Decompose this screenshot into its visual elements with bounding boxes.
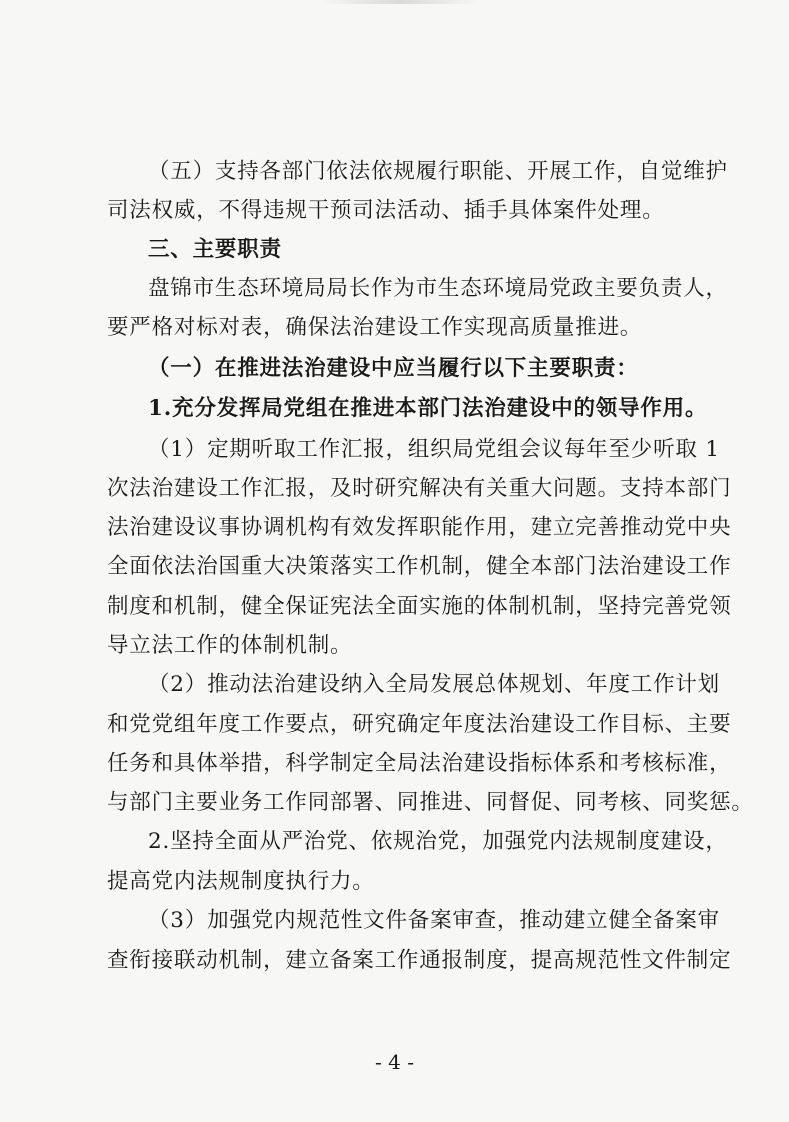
paragraph-line: 任务和具体举措，科学制定全局法治建设指标体系和考核标准， — [107, 751, 732, 776]
subsection-heading: （一）在推进法治建设中应当履行以下主要职责： — [148, 356, 639, 381]
item-heading: 1.充分发挥局党组在推进本部门法治建设中的领导作用。 — [148, 396, 708, 421]
paragraph-line: 导立法工作的体制机制。 — [107, 633, 353, 658]
scan-edge-mark — [320, 0, 480, 4]
paragraph-line: 盘锦市生态环境局局长作为市生态环境局党政主要负责人， — [148, 276, 728, 301]
paragraph-line: 法治建设议事协调机构有效发挥职能作用，建立完善推动党中央 — [107, 515, 732, 540]
paragraph-line: 要严格对标对表，确保法治建设工作实现高质量推进。 — [107, 315, 643, 340]
page-number: - 4 - — [375, 1050, 414, 1074]
paragraph-line: （2）推动法治建设纳入全局发展总体规划、年度工作计划 — [148, 672, 720, 697]
paragraph-line: 提高党内法规制度执行力。 — [107, 869, 375, 894]
paragraph-line: 次法治建设工作汇报，及时研究解决有关重大问题。支持本部门 — [107, 476, 732, 501]
paragraph-line: （五）支持各部门依法依规履行职能、开展工作，自觉维护 — [148, 159, 728, 184]
paragraph-line: 查衔接联动机制，建立备案工作通报制度，提高规范性文件制定 — [107, 948, 732, 973]
paragraph-line: 和党党组年度工作要点，研究确定年度法治建设工作目标、主要 — [107, 712, 732, 737]
section-heading: 三、主要职责 — [148, 237, 282, 262]
paragraph-line: 制度和机制，健全保证宪法全面实施的体制机制，坚持完善党领 — [107, 594, 732, 619]
paragraph-line: 与部门主要业务工作同部署、同推进、同督促、同考核、同奖惩。 — [107, 790, 754, 815]
paragraph-line: （3）加强党内规范性文件备案审查，推动建立健全备案审 — [148, 908, 720, 933]
paragraph-line: 司法权威，不得违规干预司法活动、插手具体案件处理。 — [107, 198, 665, 223]
paragraph-line: 全面依法治国重大决策落实工作机制，健全本部门法治建设工作 — [107, 554, 732, 579]
paragraph-line: 2.坚持全面从严治党、依规治党，加强党内法规制度建设， — [148, 829, 728, 854]
paragraph-line: （1）定期听取工作汇报，组织局党组会议每年至少听取 1 — [148, 437, 720, 462]
